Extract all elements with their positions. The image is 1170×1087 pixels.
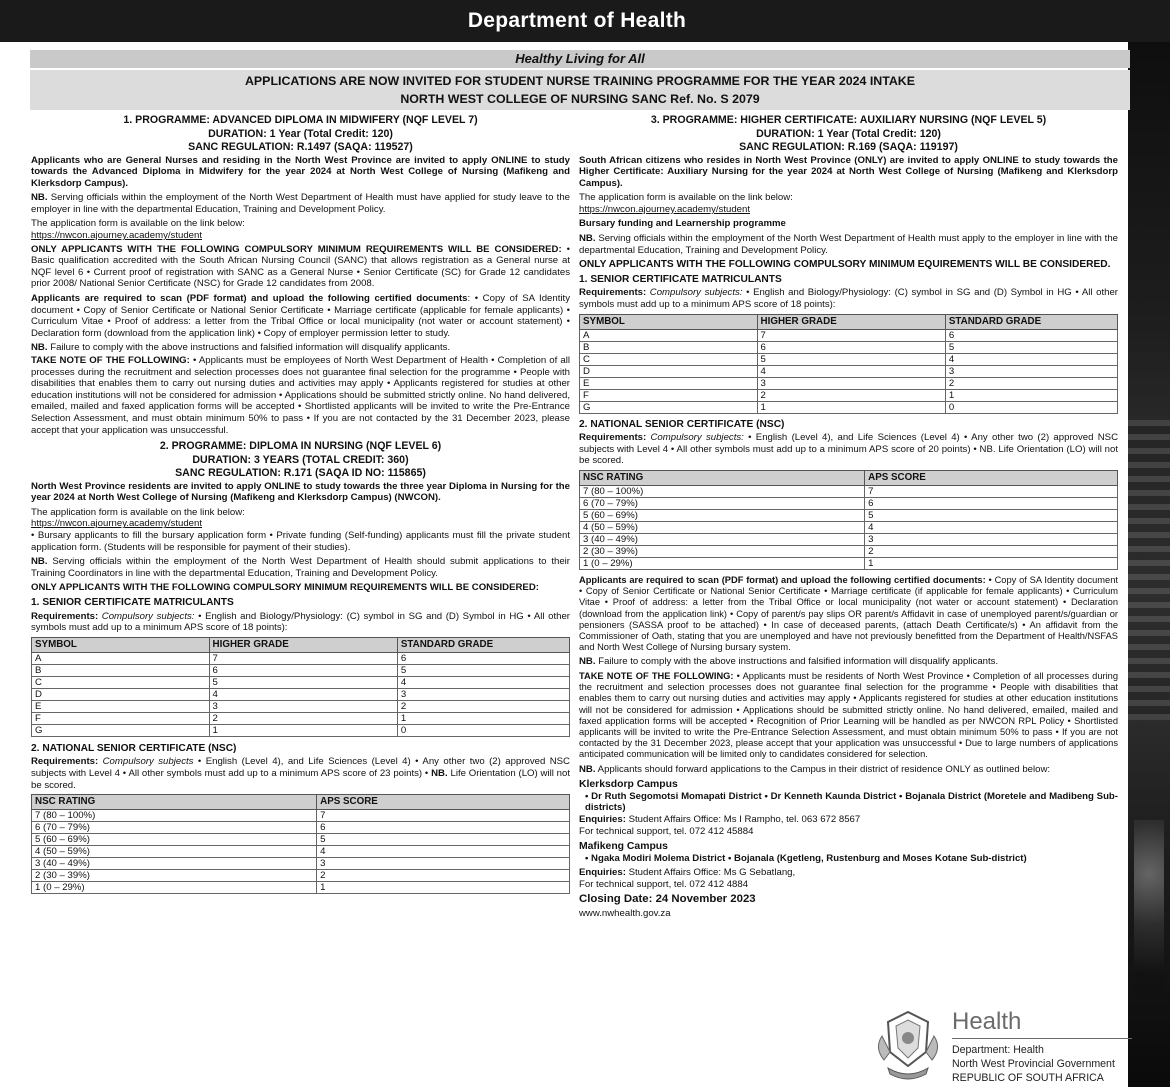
table-cell: 2 <box>945 377 1117 389</box>
programme-3-nsc-title: 2. NATIONAL SENIOR CERTIFICATE (NSC) <box>579 418 785 430</box>
programme-2-form-info <box>31 507 570 519</box>
table-row <box>32 700 570 712</box>
req-italic: Compulsory subjects: <box>650 432 744 444</box>
programme-2-bursary: • Bursary applicants to fill the bursary application form • Private funding (Self-funding) applicants must fill the private student application form. (Students will be responsible for payment of their studies). <box>31 530 570 553</box>
klerksdorp-campus-title: Klerksdorp Campus <box>579 779 678 791</box>
req-label: Requirements: <box>31 610 99 622</box>
table-cell: 2 <box>397 700 569 712</box>
nb-text: Serving officials within the employment of the North West Department of Health must have applied for study leave to the employer in line with the departmental Education, Training and Development Policy. <box>31 192 571 215</box>
klerksdorp-tech-support: For technical support, tel. 072 412 45884 <box>579 825 754 837</box>
nb-label: NB. <box>431 767 448 779</box>
table-cell: 4 <box>209 688 397 700</box>
nb-label: NB. <box>31 192 48 204</box>
programme-3-requirements-heading: ONLY APPLICANTS WITH THE FOLLOWING COMPULSORY MINIMUM EQUIREMENTS WILL BE CONSIDERED. <box>579 259 1111 271</box>
mafikeng-enquiries <box>579 867 1118 879</box>
table-cell: 1 (0 – 29%) <box>580 558 865 570</box>
programme-3-nsc-requirements <box>579 432 1118 467</box>
table-cell: 3 <box>757 377 945 389</box>
table-cell: 4 <box>757 365 945 377</box>
table-cell: 5 <box>757 353 945 365</box>
enquiries-text: Student Affairs Office: Ms G Sebatlang, <box>628 867 796 879</box>
page-title: Department of Health <box>467 9 687 32</box>
table-row <box>580 498 1118 510</box>
programme-3-notes <box>579 671 1118 761</box>
enquiries-label: Enquiries: <box>579 867 626 879</box>
table-row <box>32 676 570 688</box>
table-cell: 2 (30 – 39%) <box>580 546 865 558</box>
table-row <box>32 664 570 676</box>
table-row <box>580 522 1118 534</box>
programme-3-intro: South African citizens who resides in North West Province (ONLY) are invited to apply ONLINE to study towards the Higher Certificate: Auxiliary Nursing for the year 2024 at North West College of Nursing (Mafikeng and Klerksdorp Campus). <box>579 154 1118 189</box>
programme-2-nsc-title: 2. NATIONAL SENIOR CERTIFICATE (NSC) <box>31 742 237 754</box>
table-row <box>32 834 570 846</box>
decorative-sidebar-image <box>1128 0 1170 1087</box>
table-cell: 6 <box>945 329 1117 341</box>
documents-heading: Applicants are required to scan (PDF format) and upload the following certified documents: <box>579 575 986 585</box>
table-cell: 6 <box>865 498 1118 510</box>
nb-label: NB. <box>31 556 48 568</box>
table-cell: 7 <box>209 652 397 664</box>
programme-1-regulation: SANC REGULATION: R.1497 (SAQA: 119527) <box>188 141 413 153</box>
footer-line-1: Department: Health <box>952 1044 1044 1056</box>
table-row <box>32 882 570 894</box>
table-cell: 7 (80 – 100%) <box>32 810 317 822</box>
table-cell: 1 (0 – 29%) <box>32 882 317 894</box>
table-row <box>580 546 1118 558</box>
table-cell: 6 <box>757 341 945 353</box>
req-italic: Compulsory subjects: <box>101 610 195 622</box>
table-cell: E <box>32 700 210 712</box>
enquiries-label: Enquiries: <box>579 814 626 826</box>
documents-text: • Copy of SA Identity document • Copy of Senior Certificate or National Senior Certificate • Marriage certificate (if applicable for female applicants) • Curriculum Vitae • Proof of address: a letter from the Tribal Office or local municipality (not water or account statement) • Declaration (download from the application link) • Copy of parent/s pay slips OR parent/s Affidavit in case of unemployed parent/s/guardian or pensioners (SASSA proof to be attached) • In case of deceased parents, (attach Death Certificate/s) • An affidavit from the Commissioner of Oath, stating that you are unemployed and have not previously benefitted from the Department of Health/NSFAS and North West College of Nursing bursary system. <box>579 575 1118 653</box>
notes-heading: TAKE NOTE OF THE FOLLOWING: <box>31 355 190 366</box>
documents-heading: Applicants are required to scan (PDF format) and upload the following certified documents <box>31 293 468 305</box>
table-header-cell: STANDARD GRADE <box>397 637 569 652</box>
table-row <box>580 377 1118 389</box>
programme-3-heading <box>579 114 1118 155</box>
table-cell: 7 (80 – 100%) <box>580 486 865 498</box>
req-italic: Compulsory subjects <box>102 756 194 768</box>
tagline: Healthy Living for All <box>30 50 1130 68</box>
nb-text: Applicants should forward applications to the Campus in their district of residence ONLY as outlined below: <box>597 763 1051 775</box>
table-header-cell: HIGHER GRADE <box>209 637 397 652</box>
table-cell: F <box>32 712 210 724</box>
table-cell: 5 <box>945 341 1117 353</box>
table-cell: G <box>580 401 758 413</box>
table-cell: 0 <box>397 724 569 736</box>
table-cell: 5 <box>865 510 1118 522</box>
footer-brand: Health <box>952 1008 1132 1039</box>
programme-2-nsc-requirements <box>31 756 570 791</box>
footer-department <box>952 1043 1115 1085</box>
programme-1-intro: Applicants who are General Nurses and residing in the North West Province are invited to apply ONLINE to study towards the Advanced Diploma in Midwifery for the year 2024 at North West College of Nursing (Mafikeng and Klerksdorp Campus). <box>31 154 570 189</box>
table-cell: 4 <box>865 522 1118 534</box>
table-header-cell: SYMBOL <box>32 637 210 652</box>
programme-2-regulation: SANC REGULATION: R.171 (SAQA ID NO: 115865) <box>175 467 426 480</box>
req-text: • English (Level 4), and Life Sciences (Level 4) • Any other two (2) approved NSC subjects with Level 4 • All other symbols must add up to a minimum APS score of 23 points) • <box>31 756 570 779</box>
programme-2-intro: North West Province residents are invited to apply ONLINE to study towards the three year Diploma in Nursing for the year 2024 at North West College of Nursing (Mafikeng and Klerksdorp Campus) (NWCON). <box>31 480 570 504</box>
programme-3-documents <box>579 575 1118 653</box>
table-header-cell: APS SCORE <box>865 471 1118 486</box>
programme-1-duration: DURATION: 1 Year (Total Credit: 120) <box>208 127 393 140</box>
table-row <box>580 558 1118 570</box>
left-column <box>31 114 570 899</box>
table-cell: 3 <box>209 700 397 712</box>
programme-3-title: 3. PROGRAMME: HIGHER CERTIFICATE: AUXILIARY NURSING (NQF LEVEL 5) <box>650 114 1047 126</box>
header-bar <box>0 0 1170 42</box>
table-cell: A <box>32 652 210 664</box>
table-cell: 5 (60 – 69%) <box>580 510 865 522</box>
nb-label: NB. <box>31 342 48 354</box>
nb-label: NB. <box>579 656 596 668</box>
req-label: Requirements: <box>579 432 647 444</box>
table-cell: 6 <box>209 664 397 676</box>
table-cell: 2 (30 – 39%) <box>32 870 317 882</box>
table-cell: 4 <box>945 353 1117 365</box>
programme-1-documents <box>31 293 570 339</box>
table-row <box>32 724 570 736</box>
table-cell: 2 <box>757 389 945 401</box>
table-cell: 1 <box>945 389 1117 401</box>
website[interactable]: www.nwhealth.gov.za <box>579 908 671 920</box>
table-header-cell: SYMBOL <box>580 314 758 329</box>
table-header-row <box>580 471 1118 486</box>
table-cell: 0 <box>945 401 1117 413</box>
programme-3-sc-title: 1. SENIOR CERTIFICATE MATRICULANTS <box>579 273 782 285</box>
table-row <box>32 870 570 882</box>
table-cell: 5 <box>317 834 570 846</box>
invite-line-1: APPLICATIONS ARE NOW INVITED FOR STUDENT NURSE TRAINING PROGRAMME FOR THE YEAR 2024 INTAKE <box>244 74 916 88</box>
programme-3-nb3 <box>579 764 1118 776</box>
application-link[interactable]: https://nwcon.ajourney.academy/student <box>579 203 751 215</box>
programme-3-nb2 <box>579 656 1118 668</box>
table-cell: 5 <box>209 676 397 688</box>
programme-1-requirements <box>31 244 570 290</box>
req-text: • English and Biology/Physiology: (C) symbol in SG and (D) Symbol in HG • All other symbols must add up to a minimum APS score of 18 points): <box>579 287 1118 311</box>
programme-2-requirements-heading: ONLY APPLICANTS WITH THE FOLLOWING COMPULSORY MINIMUM REQUIREMENTS WILL BE CONSIDERED: <box>31 582 539 594</box>
table-cell: 3 (40 – 49%) <box>32 858 317 870</box>
req-italic: Compulsory subjects: <box>649 287 743 299</box>
table-header-cell: NSC RATING <box>580 471 865 486</box>
requirements-text: • Basic qualification accredited with the South African Nursing Council (SANC) that allows registration as a General nurse at NQF level 6 • Current proof of registration with SANC as a General Nurse • Senior Certificate (SC) for Grade 12 candidates prior 2008/ National Senior Certificate (NSC) for Grade 12 candidates from 2008. <box>31 243 570 290</box>
klerksdorp-enquiries <box>579 814 1118 826</box>
table-cell: E <box>580 377 758 389</box>
req-text: • English (Level 4), and Life Sciences (Level 4) • Any other two (2) approved NSC subjects with Level 4 • All other symbols must add up to a minimum APS score of 20 points) • NB. Life Orientation (LO) will not be scored. <box>579 432 1118 467</box>
table-row <box>580 341 1118 353</box>
table-cell: B <box>580 341 758 353</box>
programme-1-form-info <box>31 218 570 230</box>
form-available-text: The application form is available on the link below: <box>31 218 245 230</box>
req-label: Requirements: <box>579 287 647 299</box>
table-row <box>580 401 1118 413</box>
table-row <box>32 810 570 822</box>
programme-3-duration: DURATION: 1 Year (Total Credit: 120) <box>756 127 941 140</box>
table-cell: 3 <box>397 688 569 700</box>
programme-2-symbol-table <box>31 637 570 737</box>
table-cell: 7 <box>865 486 1118 498</box>
invite-banner <box>30 70 1130 110</box>
table-cell: 5 <box>397 664 569 676</box>
programme-3-regulation: SANC REGULATION: R.169 (SAQA: 119197) <box>739 141 958 153</box>
notes-heading: TAKE NOTE OF THE FOLLOWING: <box>579 671 734 682</box>
programme-3-form-info <box>579 192 1118 204</box>
table-row <box>32 688 570 700</box>
table-cell: C <box>580 353 758 365</box>
klerksdorp-districts: • Dr Ruth Segomotsi Momapati District • Dr Kenneth Kaunda District • Bojanala District (Moretele and Madibeng Sub-districts) <box>585 790 1118 814</box>
programme-3-sc-requirements <box>579 287 1118 310</box>
programme-2-duration: DURATION: 3 YEARS (TOTAL CREDIT: 360) <box>192 453 409 466</box>
table-header-row <box>580 314 1118 329</box>
programme-3-nsc-table <box>579 470 1118 570</box>
programme-2-heading <box>31 440 570 481</box>
table-row <box>32 652 570 664</box>
table-cell: 2 <box>317 870 570 882</box>
table-row <box>580 329 1118 341</box>
table-header-row <box>32 637 570 652</box>
nb-text: Serving officials within the employment of the North West Department of Health should submit applications to their Training Coordinators in line with the departmental Education, Training and Development Policy. <box>31 556 570 579</box>
programme-1-heading <box>31 114 570 155</box>
table-cell: 1 <box>397 712 569 724</box>
table-cell: 3 <box>945 365 1117 377</box>
enquiries-text: Student Affairs Office: Ms I Rampho, tel. 063 672 8567 <box>628 814 861 826</box>
application-link[interactable]: https://nwcon.ajourney.academy/student <box>31 518 203 530</box>
table-cell: 6 (70 – 79%) <box>32 822 317 834</box>
table-row <box>580 486 1118 498</box>
table-cell: 4 (50 – 59%) <box>580 522 865 534</box>
table-cell: 1 <box>317 882 570 894</box>
table-cell: 1 <box>865 558 1118 570</box>
programme-3-nb <box>579 233 1118 256</box>
programme-2-nb <box>31 556 570 579</box>
form-available-text: The application form is available on the link below: <box>579 192 793 204</box>
coat-of-arms-icon <box>868 1008 948 1082</box>
nb-text: Serving officials within the employment of the North West Department of Health must apply to the employer in line with the departmental Education, Training and Development Policy. <box>579 233 1118 256</box>
req-text: • English and Biology/Physiology: (C) symbol in SG and (D) Symbol in HG • All other symbols must add up to a minimum APS score of 18 points): <box>31 610 570 634</box>
table-row <box>32 822 570 834</box>
programme-3-bursary-title: Bursary funding and Learnership programme <box>579 218 786 230</box>
mafikeng-campus-title: Mafikeng Campus <box>579 841 668 853</box>
table-cell: B <box>32 664 210 676</box>
table-header-cell: APS SCORE <box>317 795 570 810</box>
notes-text: • Applicants must be employees of North West Department of Health • Completion of all processes during the recruitment and selection processes does not guarantee final selection for the programme • People with disabilities that enables them to carry out nursing duties and activities may apply • Applicants registered for studies at other education institutions will not be considered for admission • Applications should be submitted strictly online. No hand delivered, emailed, mailed and faxed application forms will be accepted • Shortlisted applicants will be invited to write the Pre-Entrance Selection Assessment, and must obtain minimum 50% to pass • If you are not contacted by the 31 December 2023, please accept that your application was unsuccessful. <box>31 355 571 436</box>
table-cell: 7 <box>317 810 570 822</box>
footer-line-2: North West Provincial Government <box>952 1058 1115 1070</box>
table-cell: G <box>32 724 210 736</box>
nb-label: NB. <box>579 233 596 245</box>
nb-text: Failure to comply with the above instructions and falsified information will disqualify applicants. <box>598 656 999 668</box>
table-cell: 7 <box>757 329 945 341</box>
application-link[interactable]: https://nwcon.ajourney.academy/student <box>31 230 203 242</box>
nb-text: Failure to comply with the above instructions and falsified information will disqualify applicants. <box>50 342 451 354</box>
programme-2-sc-title: 1. SENIOR CERTIFICATE MATRICULANTS <box>31 597 234 608</box>
table-cell: 2 <box>865 546 1118 558</box>
table-cell: A <box>580 329 758 341</box>
programme-1-nb <box>31 192 570 215</box>
table-row <box>580 365 1118 377</box>
nb-text: Life Orientation (LO) will not be scored. <box>31 767 571 791</box>
mafikeng-tech-support: For technical support, tel. 072 412 4884 <box>579 878 749 890</box>
table-header-cell: NSC RATING <box>32 795 317 810</box>
closing-date: Closing Date: 24 November 2023 <box>579 892 756 905</box>
table-cell: 3 (40 – 49%) <box>580 534 865 546</box>
table-row <box>580 510 1118 522</box>
invite-line-2: NORTH WEST COLLEGE OF NURSING SANC Ref. No. S 2079 <box>400 92 760 106</box>
table-row <box>32 858 570 870</box>
mafikeng-districts: • Ngaka Modiri Molema District • Bojanala (Kgetleng, Rustenburg and Moses Kotane Sub-district) <box>585 852 1027 864</box>
table-cell: C <box>32 676 210 688</box>
table-cell: 6 <box>317 822 570 834</box>
table-cell: 5 (60 – 69%) <box>32 834 317 846</box>
table-cell: 1 <box>757 401 945 413</box>
table-header-cell: STANDARD GRADE <box>945 314 1117 329</box>
programme-2-sc-requirements <box>31 611 570 634</box>
nb-label: NB. <box>579 763 596 775</box>
footer-line-3: REPUBLIC OF SOUTH AFRICA <box>952 1072 1104 1084</box>
table-cell: 4 <box>317 846 570 858</box>
table-cell: D <box>32 688 210 700</box>
table-header-row <box>32 795 570 810</box>
table-header-cell: HIGHER GRADE <box>757 314 945 329</box>
table-cell: 4 (50 – 59%) <box>32 846 317 858</box>
programme-1-notes <box>31 355 570 436</box>
table-cell: 3 <box>317 858 570 870</box>
table-cell: 1 <box>209 724 397 736</box>
table-row <box>580 353 1118 365</box>
table-cell: 2 <box>209 712 397 724</box>
table-cell: F <box>580 389 758 401</box>
programme-1-nb2 <box>31 342 570 354</box>
table-cell: 6 (70 – 79%) <box>580 498 865 510</box>
programme-2-nsc-table <box>31 794 570 894</box>
right-column <box>579 114 1118 923</box>
programme-3-symbol-table <box>579 314 1118 414</box>
table-row <box>580 534 1118 546</box>
programme-1-title: 1. PROGRAMME: ADVANCED DIPLOMA IN MIDWIFERY (NQF LEVEL 7) <box>123 114 478 126</box>
req-label: Requirements: <box>31 756 99 768</box>
table-cell: D <box>580 365 758 377</box>
form-available-text: The application form is available on the link below: <box>31 506 245 518</box>
programme-2-title: 2. PROGRAMME: DIPLOMA IN NURSING (NQF LEVEL 6) <box>159 440 442 453</box>
table-cell: 6 <box>397 652 569 664</box>
table-row <box>580 389 1118 401</box>
table-row <box>32 846 570 858</box>
table-row <box>32 712 570 724</box>
documents-text: : • Copy of SA Identity document • Copy of Senior Certificate or National Senior Certificate • Marriage certificate (applicable for female applicants) • Curriculum Vitae • Proof of address: a letter from the Tribal Office or local municipality (not water or account statement) • Declaration form (download from the application link) • Copy of employer permission letter to study. <box>31 293 570 339</box>
requirements-heading: ONLY APPLICANTS WITH THE FOLLOWING COMPULSORY MINIMUM REQUIREMENTS WILL BE CONSIDERED: <box>31 243 562 255</box>
notes-text: • Applicants must be residents of North West Province • Completion of all processes during the recruitment and selection processes does not guarantee final selection for the programme • People with disabilities that enables them to carry out nursing duties and activities may apply • Applicants registered for studies at other education institutions will not be considered for admission • Applications should be submitted strictly online. No hand delivered, emailed, mailed and faxed application forms will be accepted • Recognition of Prior Learning will be handled as per NWCON RPL Policy • Shortlisted applicants will be invited to write the Pre-Entrance Selection Assessment, and must obtain minimum 50% to pass • If you are not contacted by the 31 December 2023, please accept that your application was unsuccessful • Due to large numbers of applications anticipated communication will be limited only to candidates considered for selection. <box>579 671 1118 760</box>
table-cell: 4 <box>397 676 569 688</box>
table-cell: 3 <box>865 534 1118 546</box>
